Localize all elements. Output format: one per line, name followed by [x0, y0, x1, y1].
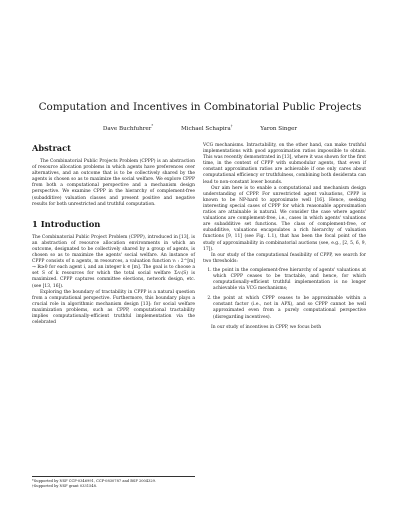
abstract-heading: Abstract [32, 143, 71, 153]
author: Yaron Singer [260, 125, 298, 132]
list-item: 1. the point in the complement-free hierarchy of agents' valuations at which CPPP ceases to be tractable, and hence, for which computationally-efficient truthful implementation is no longer achievable via VCG mechanisms; [213, 268, 366, 292]
intro-paragraph: The Combinatorial Public Project Problem (CPPP), introduced in [13], is an abstraction of resource allocation environments in which an outcome, designated to be collectively shared by a group of agents, is chosen so as to maximize the agents' social welfare. An instance of CPPP consists of n agents, m resources, a valuation function vᵢ : 2^[m] → ℝ≥0 for each agent i, and an integer k ∈ [m]. The goal is to choose a set S of k resources for which the total social welfare Σᵢvᵢ(S) is maximized. CPPP captures committee elections, network design, etc. (see [13, 16]). [32, 234, 195, 289]
footnotes [32, 476, 195, 489]
intro-paragraph: Exploring the boundary of tractability in CPPP is a natural question from a computational perspective. Furthermore, this boundary plays a crucial role in algorithmic mechanism design [13]: for social welfare maximization problems, such as CPPP, computational tractability implies computationally-efficient truthful implementation via the celebrated [32, 289, 195, 326]
threshold-list [203, 268, 366, 321]
section-heading-introduction: 1 Introduction [32, 218, 101, 229]
footnote: *Supported by NSF CCF-0346991, CCF-0830787 and BSF 2004329. [32, 479, 157, 483]
author: Dave Buchfuhrer* [102, 124, 154, 132]
right-column [203, 143, 366, 331]
intro-paragraph: In our study of incentives in CPPP, we focus both [211, 324, 322, 330]
footnote: †Supported by NSF grant 0331548. [32, 484, 97, 489]
intro-paragraph: VCG mechanisms. Intractability, on the other hand, can make truthful implementations with good approximation ratios impossible to obtain. This was recently demonstrated in [13], where it was shown for the first time, in the context of CPPP with submodular agents, that even if constant approximation ratios are achievable if one only cares about computational efficiency or truthfulness, combining both desiderata can lead to non-constant lower bounds. [203, 143, 366, 185]
paper-title: Computation and Incentives in Combinatorial Public Projects [38, 101, 362, 113]
abstract-paragraph: The Combinatorial Public Projects Problem (CPPP) is an abstraction of resource allocation problems in which agents have preferences over alternatives, and an outcome that is to be collectively shared by the agents is chosen so as to maximize the social welfare. We explore CPPP from both a computational perspective and a mechanism design perspective. We examine CPPP in the hierarchy of complement-free (subadditive) valuation classes and present positive and negative results for both unrestricted and truthful computation. [32, 159, 195, 207]
author: Michael Schapira† [180, 124, 233, 132]
intro-paragraph: In our study of the computational feasibility of CPPP, we search for two thresholds: [203, 252, 366, 264]
left-column [32, 143, 195, 326]
list-item: 2. the point at which CPPP ceases to be approximable within a constant factor (i.e., not in APX), and so CPPP cannot be well approximated even from a purely computational perspective (disregarding incentives). [213, 296, 366, 320]
intro-paragraph: Our aim here is to enable a computational and mechanism design understanding of CPPP. For unrestricted agent valuations, CPPP is known to be NP-hard to approximate well [16]. Hence, seeking interesting special cases of CPPP for which reasonable approximation ratios are attainable is natural. We consider the case where agents' valuations are complement-free, i.e., cases in which agents' valuations are subadditive set functions. The class of complement-free, or subadditive, valuations encapsulates a rich hierarchy of valuation functions [9, 11] (see Fig. 1.1), that has been the focal point of the study of approximability in combinatorial auctions (see, e.g., [2, 5, 6, 9, 17]). [203, 185, 366, 252]
author-list [0, 123, 400, 133]
